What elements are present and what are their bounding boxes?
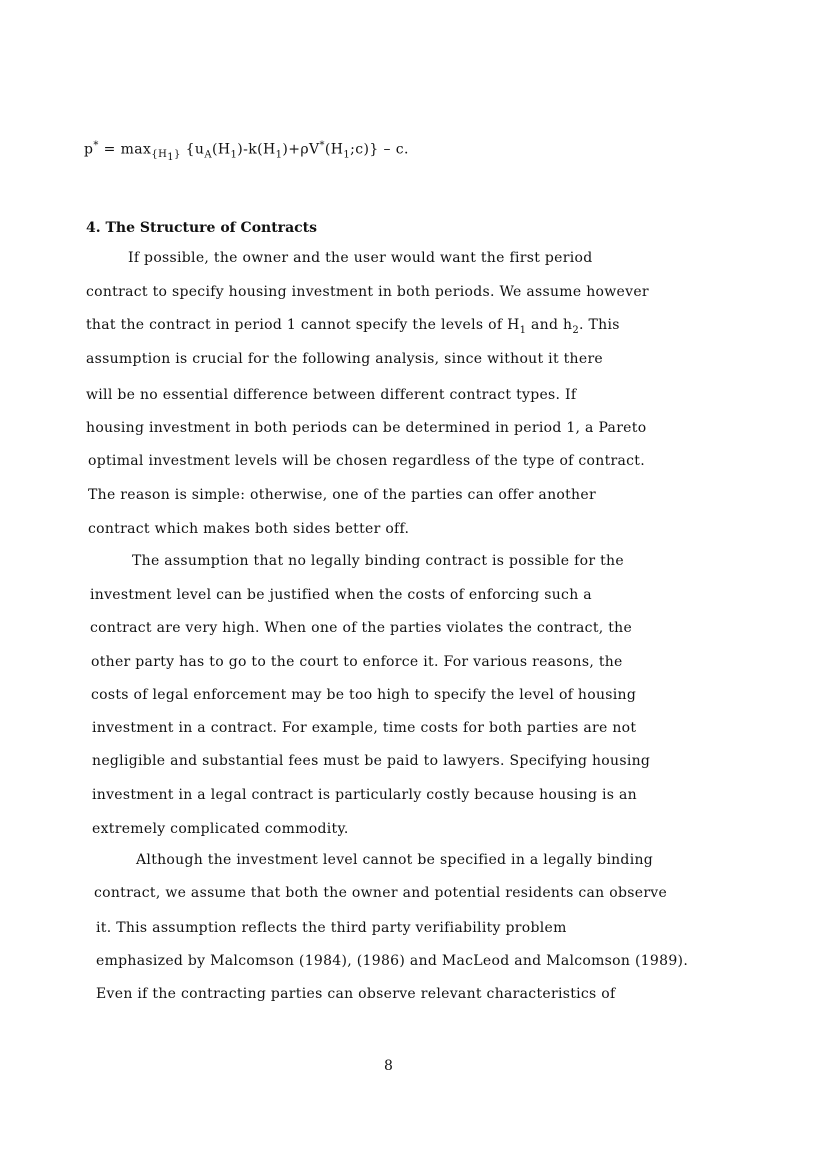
equation-p-star — [84, 140, 409, 163]
p1-line-5: will be no essential difference between different contract types. If — [86, 387, 577, 403]
eq-star2: * — [319, 140, 325, 151]
p2-line-4: other party has to go to the court to enforce it. For various reasons, the — [91, 654, 623, 670]
p1-line-4: assumption is crucial for the following analysis, since without it there — [86, 351, 604, 367]
p1-line-9: contract which makes both sides better off. — [88, 521, 410, 537]
eq-body3: )-k(H — [237, 141, 276, 158]
eq-body2: (H — [211, 141, 231, 158]
p2-line-1: The assumption that no legally binding contract is possible for the — [132, 553, 624, 569]
p2-line-5: costs of legal enforcement may be too high to specify the level of housing — [91, 687, 637, 703]
p3-line-2: contract, we assume that both the owner and potential residents can observe — [94, 885, 668, 901]
p2-line-2: investment level can be justified when the costs of enforcing such a — [90, 587, 592, 603]
eq-sub1c: 1 — [343, 149, 351, 161]
p3-line-1: Although the investment level cannot be specified in a legally binding — [136, 852, 654, 868]
eq-sub1a: 1 — [230, 149, 238, 161]
eq-body5: (H — [324, 141, 344, 158]
eq-max: = max — [98, 141, 152, 158]
p3-line-4: emphasized by Malcomson (1984), (1986) and MacLeod and Malcomson (1989). — [96, 953, 689, 969]
p2-line-7: negligible and substantial fees must be paid to lawyers. Specifying housing — [92, 753, 651, 769]
eq-body1: {u — [180, 141, 205, 158]
eq-body6: ;c)} – c. — [350, 141, 409, 158]
section-heading: 4. The Structure of Contracts — [86, 220, 318, 236]
p2-line-8: investment in a legal contract is particularly costly because housing is an — [92, 787, 638, 803]
page-number: 8 — [384, 1058, 393, 1074]
eq-p: p — [84, 141, 94, 158]
p3-line-5: Even if the contracting parties can observe relevant characteristics of — [96, 986, 616, 1002]
p3-line-3: it. This assumption reflects the third party verifiability problem — [96, 920, 567, 936]
eq-sub-h: {H1} — [151, 149, 181, 164]
p1-line-2: contract to specify housing investment in both periods. We assume however — [86, 284, 649, 300]
p2-line-6: investment in a contract. For example, time costs for both parties are not — [92, 720, 637, 736]
p1-line-1: If possible, the owner and the user would want the first period — [128, 250, 593, 266]
eq-star: * — [93, 140, 99, 151]
eq-body4: )+ρV — [282, 141, 320, 158]
eq-sub-1: 1 — [167, 152, 174, 164]
p1-line-7: optimal investment levels will be chosen regardless of the type of contract. — [88, 453, 645, 469]
p2-line-9: extremely complicated commodity. — [92, 821, 349, 837]
p1-line-6: housing investment in both periods can be determined in period 1, a Pareto — [86, 420, 647, 436]
eq-sub-a: A — [204, 149, 212, 161]
p1-line-3: that the contract in period 1 cannot specify the levels of $H_1$ and $h_2$. This — [86, 317, 620, 336]
eq-sub1b: 1 — [275, 149, 283, 161]
p2-line-3: contract are very high. When one of the parties violates the contract, the — [90, 620, 633, 636]
p1-line-8: The reason is simple: otherwise, one of the parties can offer another — [88, 487, 596, 503]
